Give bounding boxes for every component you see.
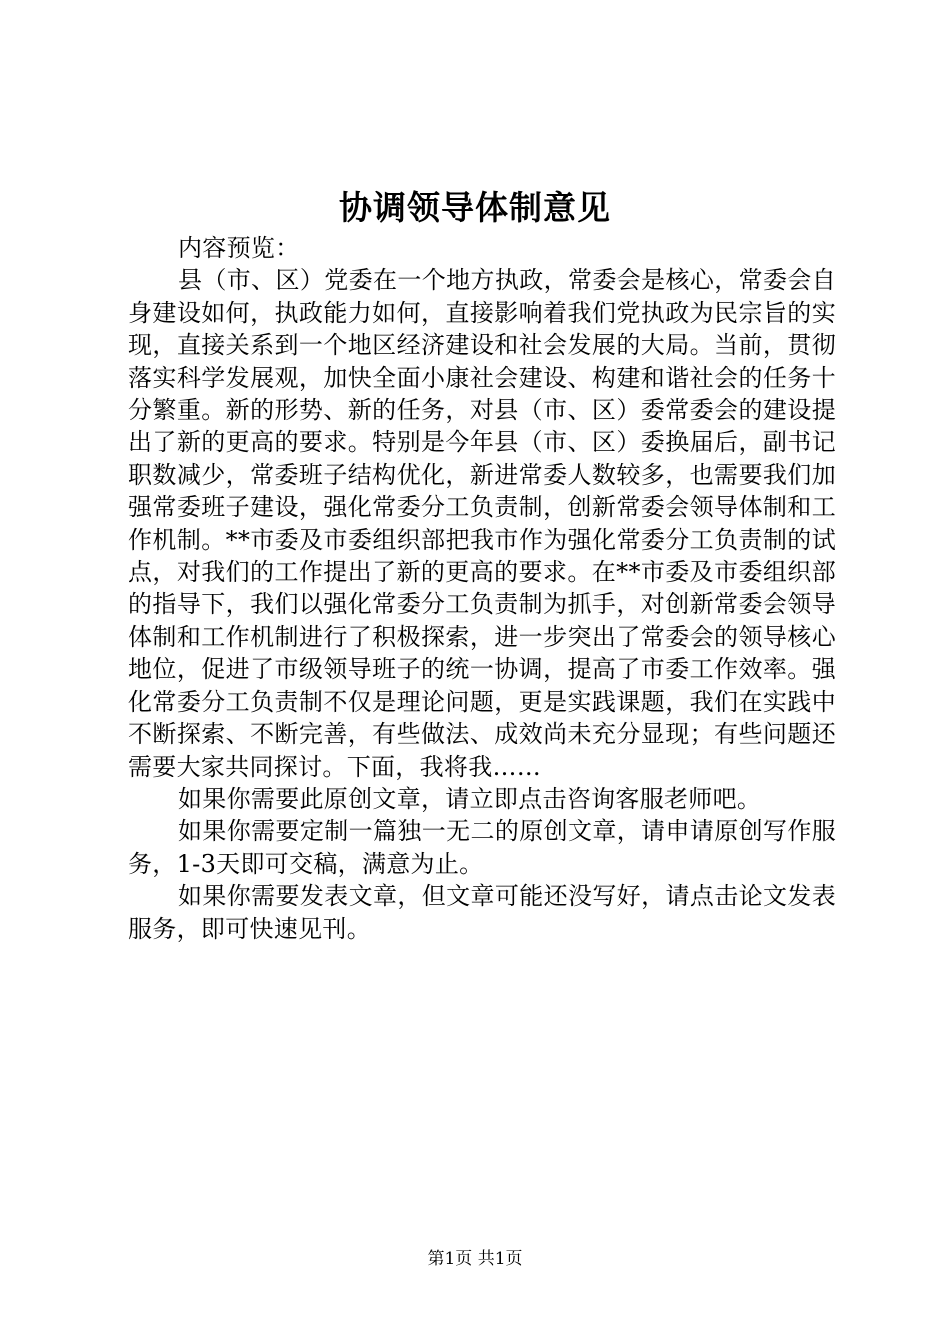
document-body <box>128 232 836 945</box>
consult-service-paragraph: 如果你需要此原创文章，请立即点击咨询客服老师吧。 <box>178 784 762 813</box>
preview-paragraph: 县（市、区）党委在一个地方执政，常委会是核心，常委会自身建设如何，执政能力如何，直接影响着我们党执政为民宗旨的实现，直接关系到一个地区经济建设和社会发展的大局。当前，贯彻落实科学发展观，加快全面小康社会建设、构建和谐社会的任务十分繁重。新的形势、新的任务，对县（市、区）委常委会的建设提出了新的更高的要求。特别是今年县（市、区）委换届后，副书记职数减少，常委班子结构优化，新进常委人数较多，也需要我们加强常委班子建设，强化常委分工负责制，创新常委会领导体制和工作机制。**市委及市委组织部把我市作为强化常委分工负责制的试点，对我们的工作提出了新的更高的要求。在**市委及市委组织部的指导下，我们以强化常委分工负责制为抓手，对创新常委会领导体制和工作机制进行了积极探索，进一步突出了常委会的领导核心地位，促进了市级领导班子的统一协调，提高了市委工作效率。强化常委分工负责制不仅是理论问题，更是实践课题，我们在实践中不断探索、不断完善，有些做法、成效尚未充分显现；有些问题还需要大家共同探讨。下面，我将我…… <box>128 266 836 781</box>
page-number-footer: 第1页 共1页 <box>427 1249 523 1269</box>
preview-label: 内容预览： <box>178 234 300 262</box>
custom-writing-paragraph: 如果你需要定制一篇独一无二的原创文章，请申请原创写作服务，1-3天即可交稿，满意为止。 <box>128 817 836 878</box>
document-title: 协调领导体制意见 <box>339 188 611 227</box>
publishing-service-paragraph: 如果你需要发表文章，但文章可能还没写好，请点击论文发表服务，即可快速见刊。 <box>128 882 836 943</box>
